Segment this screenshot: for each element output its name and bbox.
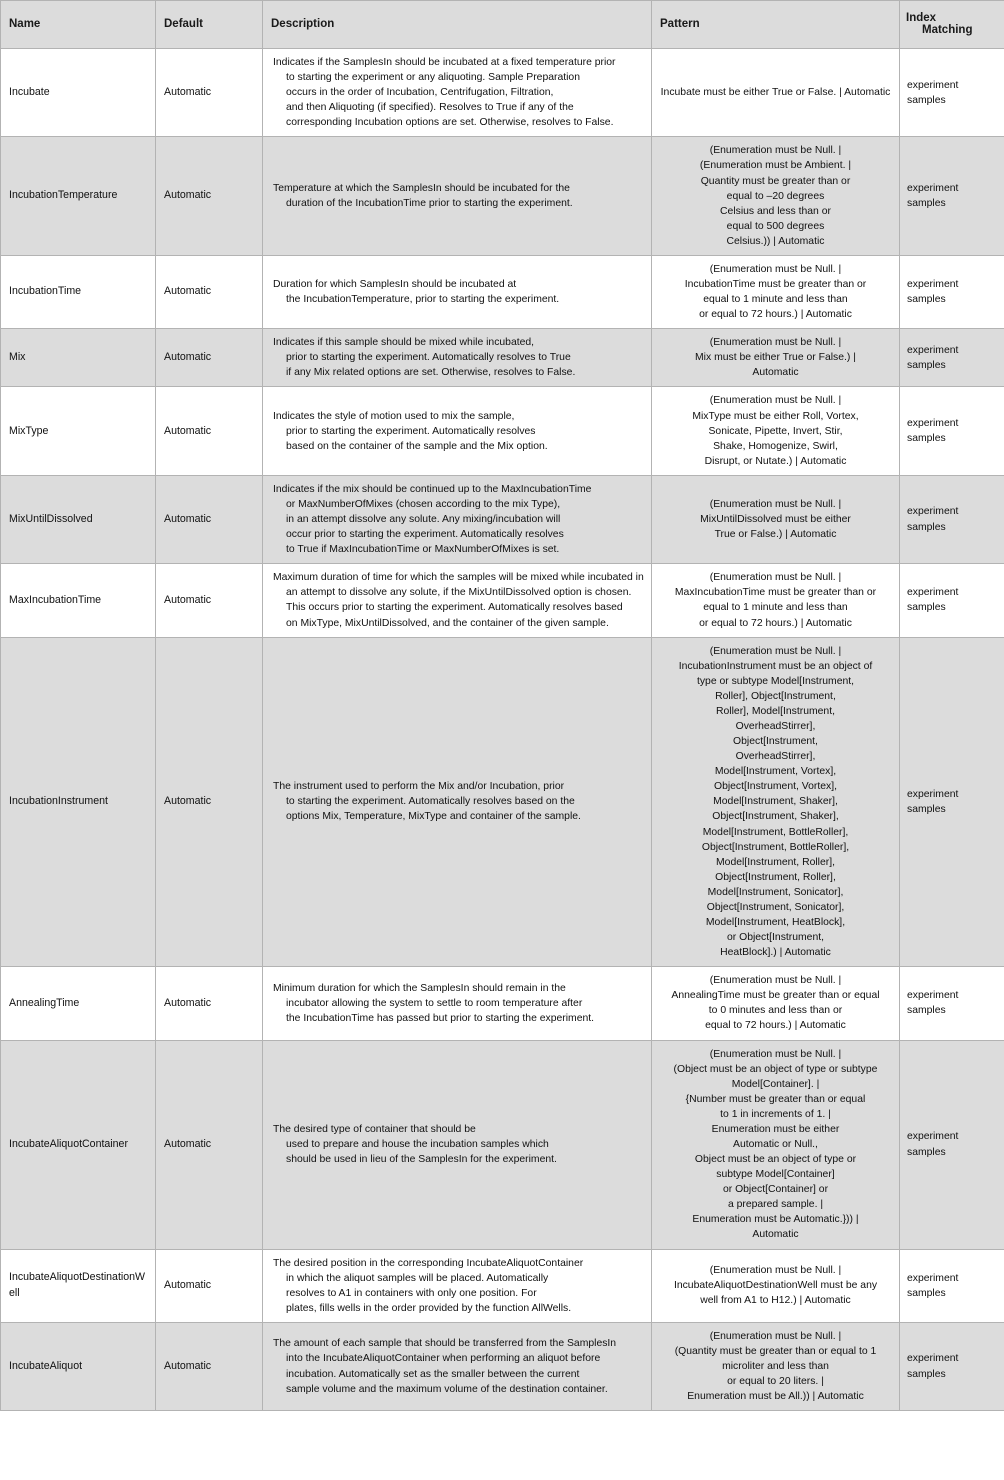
table-row — [1, 255, 1004, 328]
description-line: The amount of each sample that should be transferred from the SamplesIn — [273, 1338, 617, 1350]
description-line: duration of the IncubationTime prior to starting the experiment. — [286, 198, 573, 210]
pattern-line: Object[Instrument, Sonicator], — [706, 901, 845, 913]
description-line: if any Mix related options are set. Otherwise, resolves to False. — [286, 367, 576, 379]
cell-option-name: IncubateAliquotDestinationWell — [1, 1249, 156, 1322]
pattern-line: (Object must be an object of type or subtype — [673, 1063, 878, 1075]
description-line: to starting the experiment or any aliquoting. Sample Preparation — [286, 72, 580, 84]
pattern-line: (Enumeration must be Null. | — [709, 645, 842, 657]
pattern-line: Enumeration must be either — [711, 1123, 840, 1135]
description-line: the IncubationTime has passed but prior to starting the experiment. — [286, 1012, 595, 1024]
table-row — [1, 329, 1004, 387]
pattern-line: Object must be an object of type or — [694, 1154, 857, 1166]
cell-option-pattern — [652, 329, 900, 387]
pattern-line: Object[Instrument, Vortex], — [713, 781, 837, 793]
pattern-line: (Enumeration must be Null. | — [709, 1265, 842, 1277]
column-header-index-line2: Matching — [922, 24, 973, 36]
pattern-line: Shake, Homogenize, Swirl, — [713, 440, 838, 452]
table-header-row — [1, 1, 1004, 49]
description-line: an attempt to dissolve any solute, if the MixUntilDissolved option is chosen. — [286, 587, 632, 599]
cell-option-description — [263, 1322, 652, 1410]
pattern-line: (Enumeration must be Null. | — [709, 1048, 842, 1060]
cell-option-pattern — [652, 967, 900, 1040]
pattern-line: Roller], Model[Instrument, — [716, 705, 835, 717]
description-line: Maximum duration of time for which the samples will be mixed while incubated in — [273, 572, 644, 584]
cell-option-description — [263, 1040, 652, 1249]
cell-option-description — [263, 1249, 652, 1322]
cell-option-default: Automatic — [156, 387, 263, 475]
cell-option-description — [263, 967, 652, 1040]
column-header-name: Name — [1, 1, 156, 49]
cell-option-default: Automatic — [156, 1322, 263, 1410]
pattern-line: (Enumeration must be Null. | — [709, 975, 842, 987]
pattern-line: Model[Instrument, HeatBlock], — [705, 916, 846, 928]
pattern-line: or equal to 72 hours.) | Automatic — [699, 309, 852, 321]
cell-index-matching: experiment samples — [900, 637, 1004, 967]
pattern-line: Celsius.)) | Automatic — [726, 235, 825, 247]
cell-option-name: Incubate — [1, 49, 156, 137]
description-line: Minimum duration for which the SamplesIn should remain in the — [273, 982, 566, 994]
pattern-line: (Enumeration must be Null. | — [709, 263, 842, 275]
description-line: incubator allowing the system to settle to room temperature after — [286, 997, 583, 1009]
pattern-line: (Enumeration must be Ambient. | — [699, 160, 852, 172]
cell-option-default: Automatic — [156, 967, 263, 1040]
cell-option-pattern — [652, 1040, 900, 1249]
cell-option-name: MaxIncubationTime — [1, 564, 156, 637]
table-row — [1, 387, 1004, 475]
column-header-description: Description — [263, 1, 652, 49]
pattern-line: MixUntilDissolved must be either — [700, 514, 851, 526]
description-line: the IncubationTemperature, prior to starting the experiment. — [286, 294, 560, 306]
description-line: based on the container of the sample and the Mix option. — [286, 440, 548, 452]
pattern-line: Automatic or Null., — [733, 1139, 818, 1150]
table-row — [1, 1249, 1004, 1322]
description-line: prior to starting the experiment. Automatically resolves to True — [286, 352, 571, 364]
pattern-line: MaxIncubationTime must be greater than or — [674, 587, 877, 599]
pattern-line: OverheadStirrer], — [735, 751, 816, 763]
cell-option-pattern — [652, 255, 900, 328]
cell-index-matching: experiment samples — [900, 49, 1004, 137]
cell-option-description — [263, 637, 652, 967]
table-row — [1, 1322, 1004, 1410]
description-line: to True if MaxIncubationTime or MaxNumberOfMixes is set. — [286, 544, 560, 556]
cell-option-default: Automatic — [156, 637, 263, 967]
pattern-line: to 1 in increments of 1. | — [720, 1108, 831, 1120]
description-line: Indicates if the SamplesIn should be incubated at a fixed temperature prior — [273, 57, 616, 68]
pattern-line: Enumeration must be All.)) | Automatic — [687, 1391, 864, 1403]
pattern-line: IncubationTime must be greater than or — [684, 279, 867, 291]
cell-option-default: Automatic — [156, 564, 263, 637]
pattern-line: True or False.) | Automatic — [714, 529, 837, 541]
cell-option-description — [263, 49, 652, 137]
description-line: occurs in the order of Incubation, Centrifugation, Filtration, — [286, 87, 554, 99]
pattern-line: Quantity must be greater than or — [700, 175, 851, 187]
pattern-line: Model[Instrument, Roller], — [716, 856, 835, 868]
table-body — [1, 49, 1004, 1411]
pattern-line: IncubationInstrument must be an object of — [678, 660, 873, 672]
pattern-line: Model[Instrument, Vortex], — [714, 766, 837, 778]
pattern-line: or Object[Container] or — [722, 1184, 829, 1196]
description-line: incubation. Automatically set as the smaller between the current — [286, 1368, 580, 1380]
pattern-line: (Enumeration must be Null. | — [709, 572, 842, 584]
cell-index-matching: experiment samples — [900, 255, 1004, 328]
description-line: should be used in lieu of the SamplesIn for the experiment. — [286, 1154, 557, 1166]
pattern-line: AnnealingTime must be greater than or equal — [671, 990, 880, 1002]
cell-option-pattern — [652, 564, 900, 637]
description-line: used to prepare and house the incubation samples which — [286, 1139, 549, 1150]
description-line: into the IncubateAliquotContainer when performing an aliquot before — [286, 1353, 601, 1365]
pattern-line: (Enumeration must be Null. | — [709, 145, 842, 157]
description-line: The desired position in the corresponding IncubateAliquotContainer — [273, 1257, 584, 1269]
cell-index-matching: experiment samples — [900, 564, 1004, 637]
pattern-line: or equal to 20 liters. | — [727, 1376, 824, 1388]
cell-option-name: MixType — [1, 387, 156, 475]
table-header — [1, 1, 1004, 49]
description-line: The instrument used to perform the Mix and/or Incubation, prior — [273, 781, 565, 793]
description-line: sample volume and the maximum volume of the destination container. — [286, 1383, 608, 1395]
description-line: Indicates if this sample should be mixed while incubated, — [273, 337, 535, 349]
pattern-line: Object[Instrument, Shaker], — [712, 811, 839, 823]
description-line: prior to starting the experiment. Automatically resolves — [286, 425, 536, 437]
cell-option-pattern — [652, 137, 900, 256]
pattern-line: equal to 72 hours.) | Automatic — [705, 1020, 846, 1032]
pattern-line: equal to 1 minute and less than — [703, 294, 848, 306]
cell-option-description — [263, 329, 652, 387]
description-line: corresponding Incubation options are set. Otherwise, resolves to False. — [286, 117, 614, 129]
cell-option-description — [263, 387, 652, 475]
cell-option-name: IncubationInstrument — [1, 637, 156, 967]
pattern-line: Roller], Object[Instrument, — [715, 690, 836, 702]
pattern-line: OverheadStirrer], — [735, 720, 816, 732]
cell-option-description — [263, 475, 652, 563]
pattern-line: equal to 1 minute and less than — [703, 602, 848, 614]
pattern-line: Model[Instrument, BottleRoller], — [702, 826, 849, 838]
pattern-line: Model[Instrument, Shaker], — [713, 796, 838, 808]
pattern-line: type or subtype Model[Instrument, — [696, 675, 855, 687]
cell-option-pattern — [652, 637, 900, 967]
pattern-line: Incubate must be either True or False. | Automatic — [660, 87, 891, 99]
description-line: occur prior to starting the experiment. Automatically resolves — [286, 529, 564, 541]
pattern-line: Object[Instrument, — [733, 736, 818, 748]
pattern-line: Mix must be either True or False.) | — [695, 352, 856, 364]
table-row — [1, 967, 1004, 1040]
description-line: The desired type of container that should be — [273, 1123, 476, 1135]
cell-index-matching: experiment samples — [900, 137, 1004, 256]
table-row — [1, 637, 1004, 967]
pattern-line: (Enumeration must be Null. | — [709, 498, 842, 510]
pattern-line: equal to 500 degrees — [726, 220, 825, 232]
description-line: in which the aliquot samples will be placed. Automatically — [286, 1272, 549, 1284]
cell-option-name: AnnealingTime — [1, 967, 156, 1040]
pattern-line: or equal to 72 hours.) | Automatic — [699, 617, 852, 629]
column-header-index-line1: Index — [906, 12, 937, 24]
cell-index-matching: experiment samples — [900, 967, 1004, 1040]
description-line: options Mix, Temperature, MixType and container of the sample. — [286, 811, 581, 823]
cell-option-default: Automatic — [156, 475, 263, 563]
table-row — [1, 564, 1004, 637]
cell-option-name: IncubationTemperature — [1, 137, 156, 256]
cell-option-pattern — [652, 1322, 900, 1410]
pattern-line: to 0 minutes and less than or — [708, 1005, 843, 1017]
cell-index-matching: experiment samples — [900, 1040, 1004, 1249]
pattern-line: Celsius and less than or — [720, 205, 831, 217]
pattern-line: Sonicate, Pipette, Invert, Stir, — [708, 425, 843, 437]
description-line: plates, fills wells in the order provided by the function AllWells. — [286, 1302, 572, 1314]
description-line: on MixType, MixUntilDissolved, and the container of the given sample. — [286, 617, 609, 629]
cell-option-default: Automatic — [156, 137, 263, 256]
cell-index-matching: experiment samples — [900, 1249, 1004, 1322]
pattern-line: equal to –20 degrees — [726, 190, 825, 202]
pattern-line: Model[Instrument, Sonicator], — [707, 886, 844, 898]
pattern-line: microliter and less than — [722, 1361, 829, 1373]
pattern-line: Object[Instrument, BottleRoller], — [701, 841, 850, 853]
cell-option-pattern — [652, 49, 900, 137]
description-line: Indicates the style of motion used to mix the sample, — [273, 410, 515, 422]
cell-option-description — [263, 255, 652, 328]
cell-option-name: IncubationTime — [1, 255, 156, 328]
column-header-index-matching — [900, 1, 1004, 49]
pattern-line: Disrupt, or Nutate.) | Automatic — [704, 455, 847, 467]
pattern-line: Model[Container]. | — [731, 1078, 820, 1090]
cell-option-default: Automatic — [156, 1249, 263, 1322]
column-header-pattern: Pattern — [652, 1, 900, 49]
cell-index-matching: experiment samples — [900, 387, 1004, 475]
cell-option-name: MixUntilDissolved — [1, 475, 156, 563]
cell-index-matching: experiment samples — [900, 329, 1004, 387]
cell-index-matching: experiment samples — [900, 475, 1004, 563]
pattern-line: Automatic — [752, 367, 799, 379]
description-line: This occurs prior to starting the experiment. Automatically resolves based — [286, 602, 623, 614]
pattern-line: (Quantity must be greater than or equal to 1 — [674, 1345, 877, 1357]
cell-option-name: IncubateAliquot — [1, 1322, 156, 1410]
cell-option-name: IncubateAliquotContainer — [1, 1040, 156, 1249]
description-line: Indicates if the mix should be continued up to the MaxIncubationTime — [273, 483, 592, 495]
description-line: Duration for which SamplesIn should be incubated at — [273, 279, 517, 291]
cell-option-default: Automatic — [156, 1040, 263, 1249]
pattern-line: (Enumeration must be Null. | — [709, 395, 842, 407]
column-header-default: Default — [156, 1, 263, 49]
cell-option-default: Automatic — [156, 329, 263, 387]
description-line: and then Aliquoting (if specified). Resolves to True if any of the — [286, 102, 574, 114]
pattern-line: (Enumeration must be Null. | — [709, 337, 842, 349]
table-row — [1, 475, 1004, 563]
description-line: in an attempt dissolve any solute. Any mixing/incubation will — [286, 514, 561, 526]
pattern-line: Object[Instrument, Roller], — [715, 871, 836, 883]
cell-option-description — [263, 137, 652, 256]
pattern-line: subtype Model[Container] — [716, 1169, 835, 1181]
description-line: or MaxNumberOfMixes (chosen according to the mix Type), — [286, 498, 561, 510]
cell-index-matching: experiment samples — [900, 1322, 1004, 1410]
description-line: resolves to A1 in containers with only one position. For — [286, 1287, 537, 1299]
table-row — [1, 1040, 1004, 1249]
pattern-line: Enumeration must be Automatic.})) | — [692, 1214, 859, 1226]
description-line: to starting the experiment. Automatically resolves based on the — [286, 796, 575, 808]
pattern-line: (Enumeration must be Null. | — [709, 1330, 842, 1342]
table-row — [1, 137, 1004, 256]
pattern-line: well from A1 to H12.) | Automatic — [700, 1295, 851, 1307]
pattern-line: {Number must be greater than or equal — [685, 1093, 866, 1105]
pattern-line: IncubateAliquotDestinationWell must be any — [673, 1280, 878, 1292]
cell-option-pattern — [652, 387, 900, 475]
pattern-line: Automatic — [752, 1229, 799, 1241]
cell-option-pattern — [652, 475, 900, 563]
description-line: Temperature at which the SamplesIn should be incubated for the — [273, 183, 570, 195]
cell-option-pattern — [652, 1249, 900, 1322]
cell-option-default: Automatic — [156, 49, 263, 137]
table-row — [1, 49, 1004, 137]
pattern-line: MixType must be either Roll, Vortex, — [692, 410, 859, 422]
pattern-line: HeatBlock].) | Automatic — [720, 947, 831, 959]
cell-option-description — [263, 564, 652, 637]
pattern-line: or Object[Instrument, — [726, 932, 825, 944]
pattern-line: a prepared sample. | — [727, 1199, 824, 1211]
cell-option-name: Mix — [1, 329, 156, 387]
cell-option-default: Automatic — [156, 255, 263, 328]
